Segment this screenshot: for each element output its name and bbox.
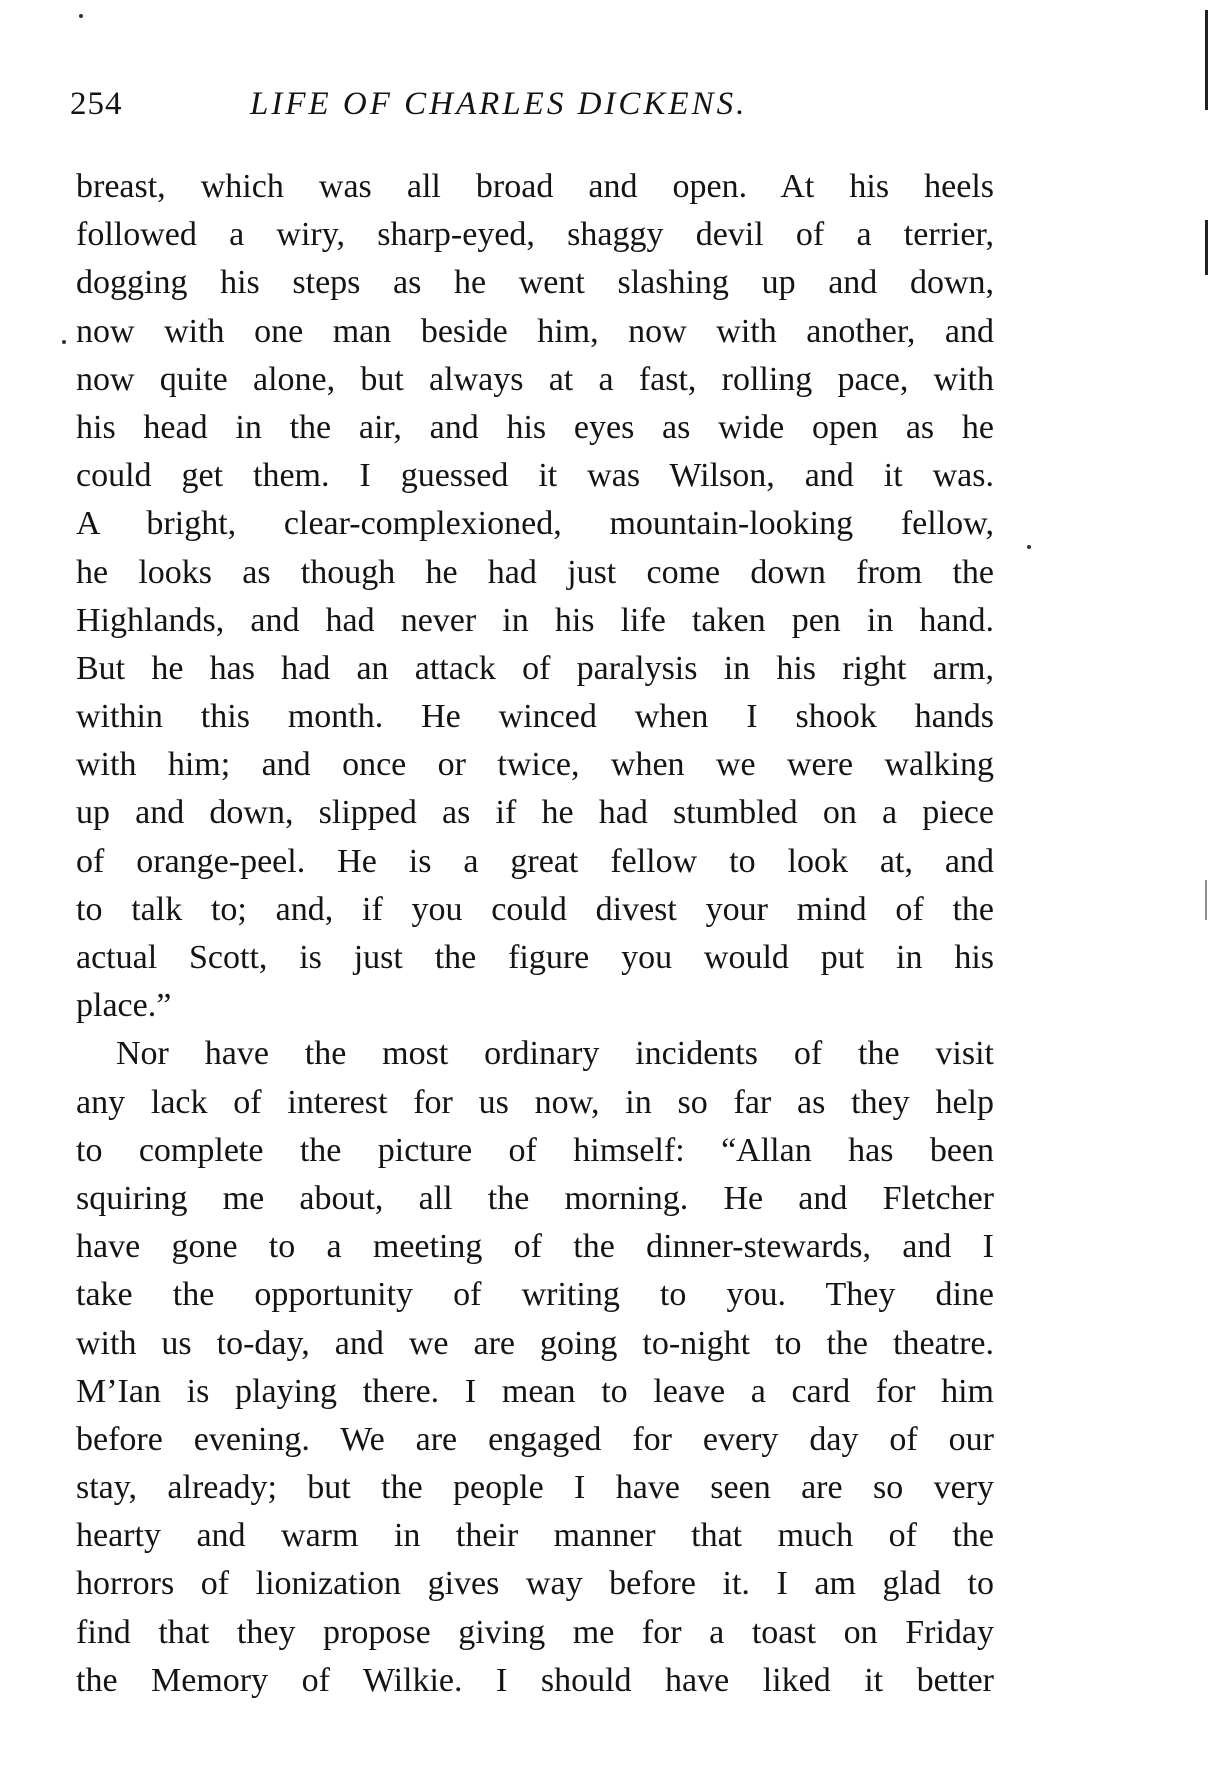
text-line: place.” [76, 987, 172, 1025]
text-line: followed a wiry, sharp-eyed, shaggy devil of a terrier, [76, 216, 994, 254]
text-line: have gone to a meeting of the dinner-stewards, and I [76, 1228, 994, 1266]
text-line: Nor have the most ordinary incidents of the visit [116, 1035, 994, 1073]
binding-edge-mark [1205, 10, 1208, 110]
text-line: squiring me about, all the morning. He and Fletcher [76, 1179, 994, 1217]
page-number: 254 [70, 86, 123, 122]
text-line: to complete the picture of himself: “Allan has been [76, 1131, 994, 1169]
text-line: up and down, slipped as if he had stumbled on a piece [76, 794, 994, 832]
text-line: M’Ian is playing there. I mean to leave a card for him [76, 1372, 994, 1410]
binding-edge-mark [1205, 220, 1208, 275]
text-line: hearty and warm in their manner that much of the [76, 1517, 994, 1555]
body-text [76, 163, 994, 1705]
text-line: horrors of lionization gives way before it. I am glad to [76, 1565, 994, 1603]
text-line: But he has had an attack of paralysis in his right arm, [76, 649, 994, 687]
text-line: of orange-peel. He is a great fellow to look at, and [76, 842, 994, 880]
text-line: actual Scott, is just the figure you would put in his [76, 939, 994, 976]
text-line: take the opportunity of writing to you. They dine [76, 1276, 994, 1314]
text-line: now quite alone, but always at a fast, rolling pace, with [76, 360, 994, 398]
text-line: to talk to; and, if you could divest your mind of the [76, 890, 994, 928]
scan-speck [1027, 545, 1031, 549]
text-line: could get them. I guessed it was Wilson, and it was. [76, 457, 994, 495]
text-line: find that they propose giving me for a toast on Friday [76, 1613, 994, 1651]
text-line: his head in the air, and his eyes as wide open as he [76, 408, 994, 446]
text-line: now with one man beside him, now with another, and [76, 312, 994, 350]
text-line: within this month. He winced when I shook hands [76, 698, 994, 736]
text-line: with him; and once or twice, when we were walking [76, 746, 994, 784]
binding-edge-mark [1205, 880, 1207, 920]
text-line: breast, which was all broad and open. At his heels [76, 168, 994, 205]
running-head-title: LIFE OF CHARLES DICKENS. [250, 86, 748, 122]
text-line: stay, already; but the people I have seen are so very [76, 1469, 994, 1507]
text-line: dogging his steps as he went slashing up and down, [76, 264, 994, 302]
scan-speck [62, 340, 66, 344]
text-line: A bright, clear-complexioned, mountain-looking fellow, [76, 505, 994, 543]
text-line: with us to-day, and we are going to-night to the theatre. [76, 1324, 994, 1362]
text-line: he looks as though he had just come down from the [76, 553, 994, 591]
scan-speck [79, 14, 83, 18]
text-line: before evening. We are engaged for every day of our [76, 1420, 994, 1458]
text-line: Highlands, and had never in his life taken pen in hand. [76, 601, 994, 639]
text-line: the Memory of Wilkie. I should have liked it better [76, 1661, 994, 1699]
text-line: any lack of interest for us now, in so far as they help [76, 1083, 994, 1121]
